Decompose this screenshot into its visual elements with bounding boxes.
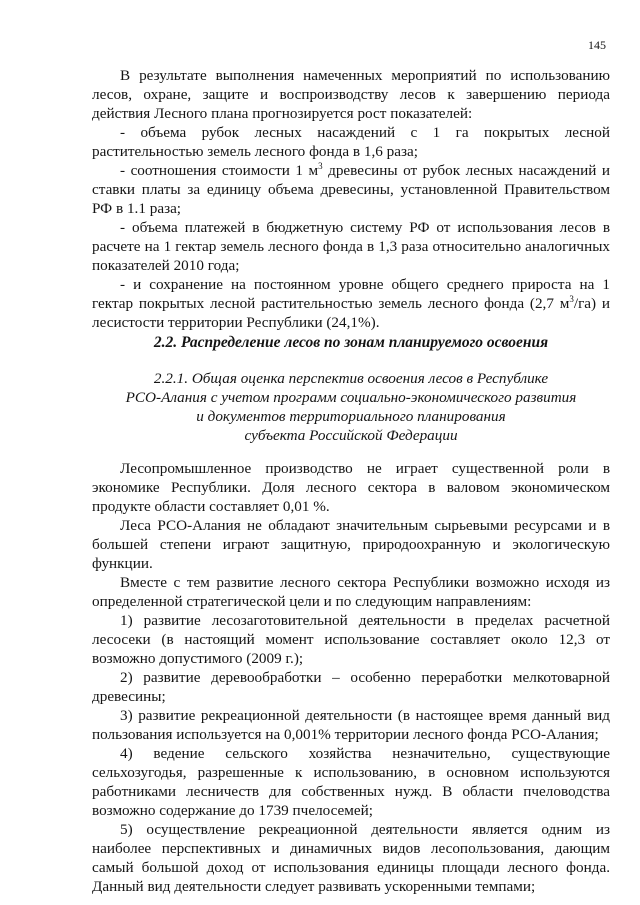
subheading-line: субъекта Российской Федерации [244, 427, 458, 444]
indicator-text: - и сохранение на постоянном уровне общего среднего прироста на 1 гектар покрытых лесной растительностью земель лесного фонда (2,7 м [92, 276, 610, 312]
indicator-text: /га) и лесистости территории Республики (24,1%). [92, 295, 610, 331]
direction-item: 1) развитие лесозаготовительной деятельности в пределах расчетной лесосеки (в настоящий момент использование составляет около 12,3 от возможно допустимого (2009 г.); [92, 612, 610, 667]
direction-item: 4) ведение сельского хозяйства незначительно, существующие сельхозугодья, разрешенные к использованию, в основном используются работниками лесничеств для собственных нужд. В области пчеловодства возможно содержание до 1739 пчелосемей; [92, 745, 610, 819]
direction-item: 3) развитие рекреационной деятельности (в настоящее время данный вид пользования используется на 0,001% территории лесного фонда РСО-Алания; [92, 707, 610, 743]
indicator-text: - объема рубок лесных насаждений с 1 га покрытых лесной растительностью земель лесного фонда в 1,6 раза; [92, 124, 610, 160]
subheading-line: и документов территориального планирования [196, 408, 506, 425]
page-number: 145 [588, 38, 606, 52]
subsection-heading [92, 369, 610, 445]
indicator-text: - объема платежей в бюджетную систему РФ от использования лесов в расчете на 1 гектар земель лесного фонда в 1,3 раза относительно аналогичных показателей 2010 года; [92, 219, 610, 274]
body-paragraph: Вместе с тем развитие лесного сектора Республики возможно исходя из определенной стратегической цели и по следующим направлениям: [92, 574, 610, 610]
indicator-item [92, 275, 610, 332]
body-paragraph: Лесопромышленное производство не играет существенной роли в экономике Республики. Доля лесного сектора в валовом экономическом продукте области составляет 0,01 %. [92, 460, 610, 515]
subheading-line: 2.2.1. Общая оценка перспектив освоения лесов в Республике [153, 370, 549, 387]
intro-section [92, 66, 610, 332]
indicator-text: - соотношения стоимости 1 м [120, 162, 319, 179]
superscript: 3 [318, 160, 323, 171]
superscript: 3 [569, 293, 574, 304]
intro-lead-paragraph: В результате выполнения намеченных мероприятий по использованию лесов, охране, защите и воспроизводству лесов к завершению периода действия Лесного плана прогнозируется рост показателей: [92, 67, 610, 122]
body-section [92, 459, 610, 896]
indicator-item [92, 218, 610, 275]
indicator-item [92, 161, 610, 218]
section-heading: 2.2. Распределение лесов по зонам планируемого освоения [153, 334, 549, 351]
body-paragraph: Леса РСО-Алания не обладают значительным сырьевыми ресурсами и в большей степени играют защитную, природоохранную и экологическую функции. [92, 517, 610, 572]
direction-item: 2) развитие деревообработки – особенно переработки мелкотоварной древесины; [92, 669, 610, 705]
indicator-item [92, 123, 610, 161]
direction-item: 5) осуществление рекреационной деятельности является одним из наиболее перспективных и динамичных видов лесопользования, дающим самый большой доход от использования единицы площади лесного фонда. Данный вид деятельности следует развивать ускоренными темпами; [92, 821, 610, 895]
subheading-line: РСО-Алания с учетом программ социально-экономического развития [125, 389, 577, 406]
indicator-text: древесины от рубок лесных насаждений и ставки платы за единицу объема древесины, установленной Правительством РФ в 1.1 раза; [92, 162, 611, 217]
